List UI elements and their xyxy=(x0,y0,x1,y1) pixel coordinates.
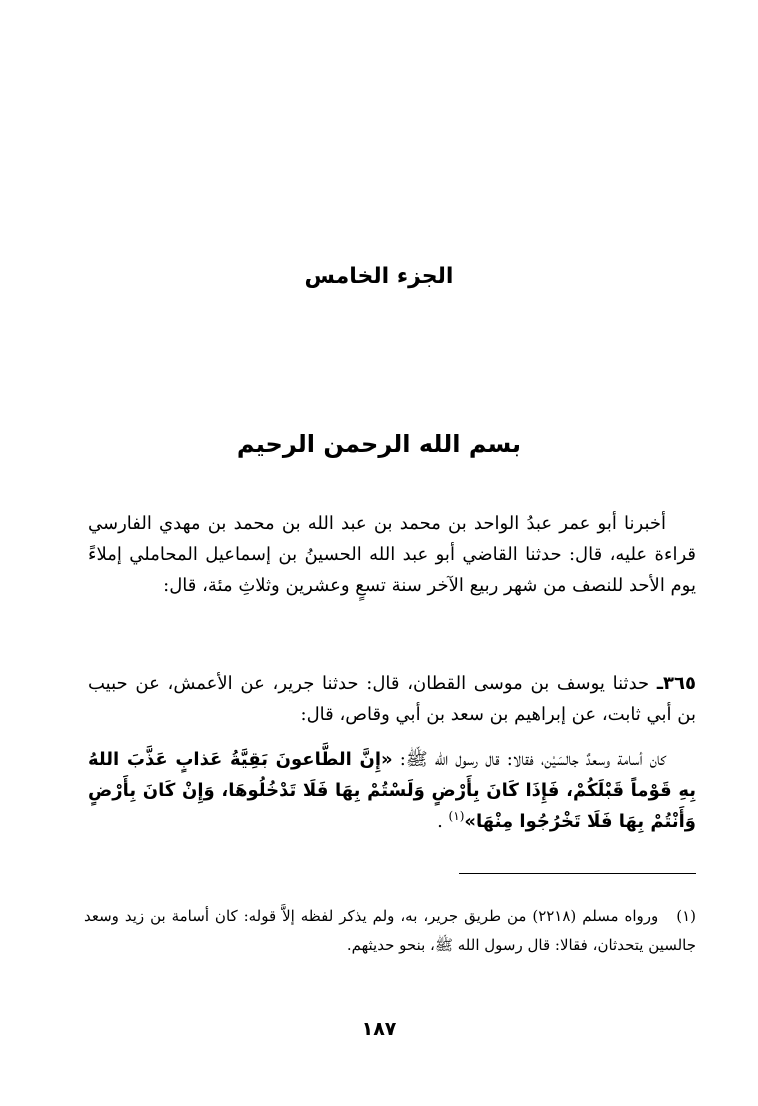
end-mark: . xyxy=(437,811,443,832)
footnote xyxy=(84,902,696,960)
footnote-number: (١) xyxy=(676,907,696,925)
part-title: الجزء الخامس xyxy=(304,264,454,289)
hadith-number: ٣٦٥ـ xyxy=(656,673,696,694)
page-number: ١٨٧ xyxy=(361,1018,397,1040)
basmala-heading: بسم الله الرحمن الرحيم xyxy=(236,430,522,458)
footnote-separator xyxy=(459,873,696,874)
isnad-intro-paragraph xyxy=(88,508,696,601)
isnad-intro-text: أخبرنا أبو عمر عبدُ الواحد بن محمد بن عبد الله بن محمد بن مهدي الفارسي قراءة عليه، قال: حدثنا القاضي أبو عبد الله الحسينُ بن إسماعيل المحاملي إملاءً يوم الأحد للنصف من شهر ربيع الآخر سنة تسعٍ وعشرين وثلاثِ مئة، قال: xyxy=(88,513,696,596)
hadith-intro-text: كان أسامة وسعدٌ جالسَيْن، فقالا: قال رسول الله ﷺ: xyxy=(399,749,666,770)
hadith-isnad-text: حدثنا يوسف بن موسى القطان، قال: حدثنا جرير، عن الأعمش، عن حبيب بن أبي ثابت، عن إبراهيم بن سعد بن أبي وقاص، قال: xyxy=(88,673,696,725)
hadith-isnad-paragraph xyxy=(88,668,696,730)
hadith-text-paragraph xyxy=(88,744,696,837)
footnote-text: ورواه مسلم (٢٢١٨) من طريق جرير، به، ولم يذكر لفظه إلاَّ قوله: كان أسامة بن زيد وسعد جالسين يتحدثان، فقالا: قال رسول الله ﷺ، بنحو حديثهم. xyxy=(84,907,696,954)
hadith-matn: «إِنَّ الطَّاعونَ بَقِيَّةُ عَذابٍ عَذَّبَ اللهُ بِهِ قَوْماً قَبْلَكُمْ، فَإِذَا كَانَ بِأَرْضٍ وَلَسْتُمْ بِهَا فَلَا تَدْخُلُوهَا، وَإِنْ كَانَ بِأَرْضٍ وَأَنْتُمْ بِهَا فَلَا تَخْرُجُوا مِنْهَا» xyxy=(88,749,696,832)
footnote-reference-marker[interactable]: (١) xyxy=(448,809,465,823)
